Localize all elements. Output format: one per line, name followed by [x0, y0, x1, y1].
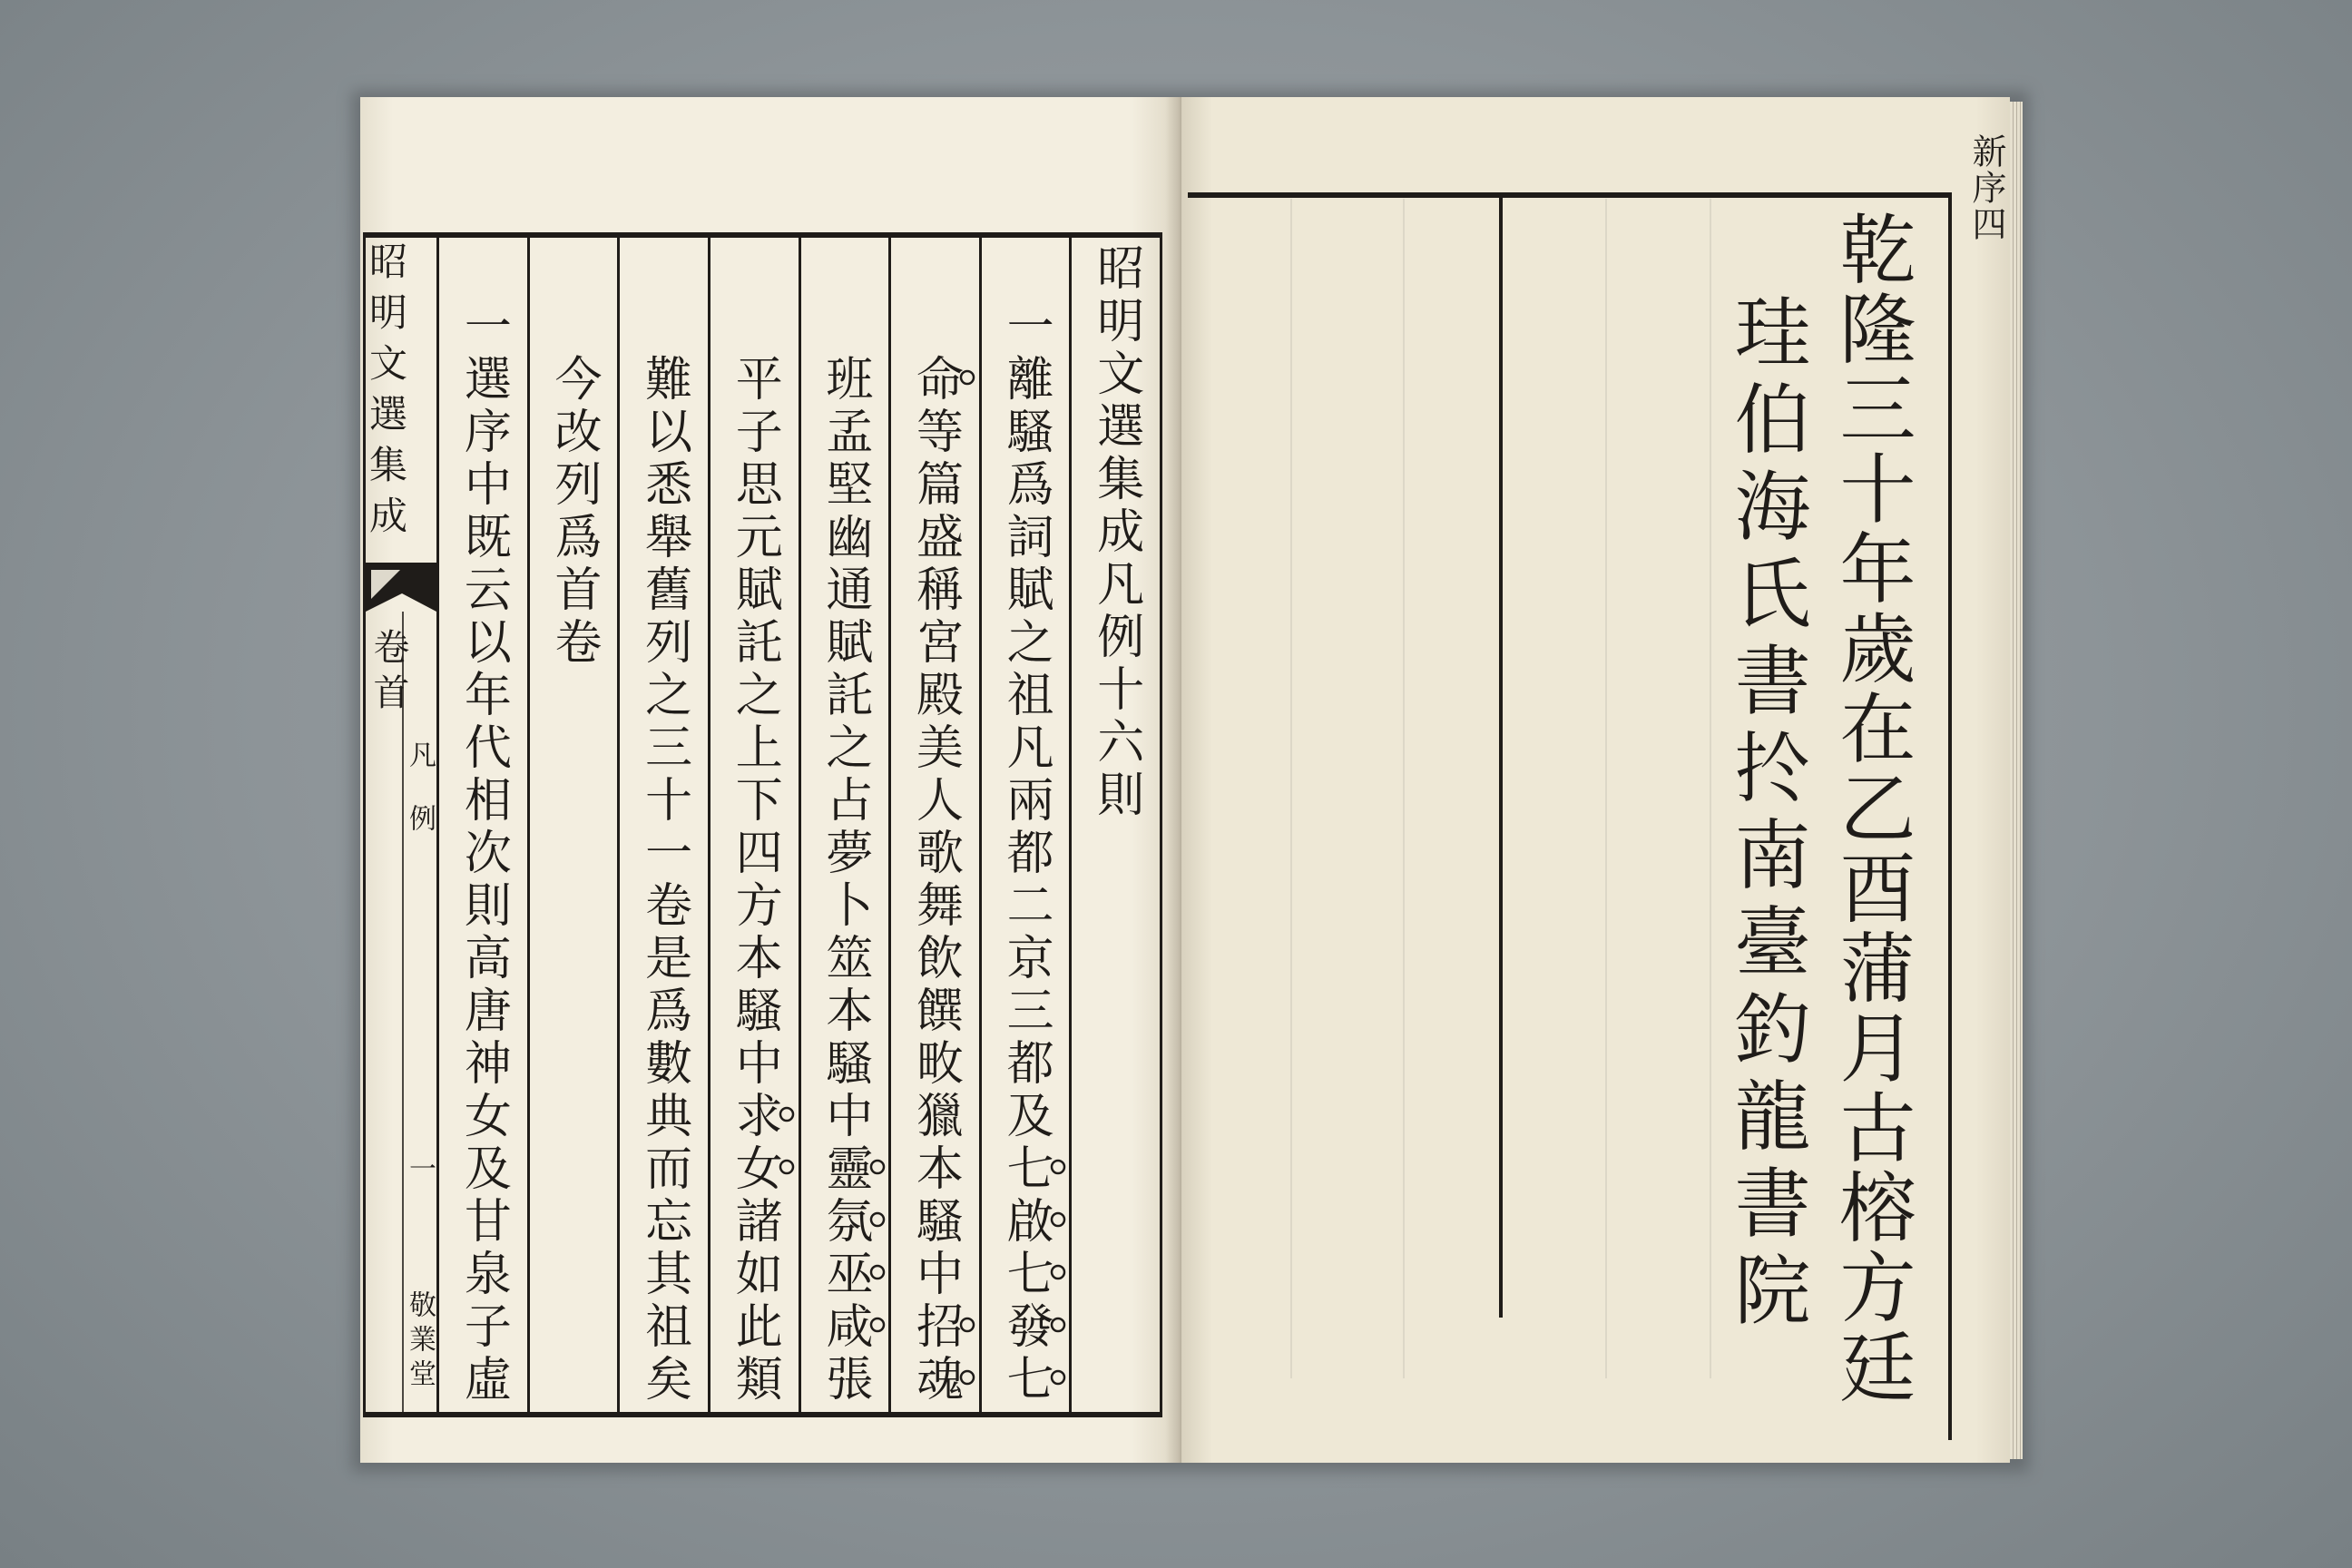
- column-text: 命等篇盛稱宮殿美人歌舞飲饌畋獵本騷中招魂: [907, 354, 963, 1406]
- bleed-through-line: [1290, 199, 1292, 1378]
- left-page-text-area: [436, 238, 1160, 1412]
- banxin-page-number: 一: [404, 1154, 436, 1181]
- printed-frame: [363, 232, 1162, 1417]
- preface-signature-column: 珪伯海氏書扵南臺釣龍書院: [1722, 292, 1811, 1338]
- stacked-page-edges: [2010, 102, 2023, 1459]
- banxin-title: 昭明文選集成: [364, 241, 408, 546]
- banxin-volume: 卷首: [368, 628, 409, 719]
- column-text: 難以悉舉舊列之三十一卷是爲數典而忘其祖矣: [636, 354, 691, 1406]
- text-column: [527, 238, 618, 1412]
- column-divider-line: [1499, 192, 1503, 1318]
- text-column: [708, 238, 799, 1412]
- text-column: [436, 238, 527, 1412]
- column-text: 班孟堅幽通賦託之占夢卜筮本騷中靈氛巫咸張: [817, 354, 872, 1406]
- text-column: [888, 238, 979, 1412]
- banxin-center-column: [366, 238, 436, 1412]
- banxin-hall-name: 敬業堂: [404, 1290, 436, 1394]
- text-column: [617, 238, 708, 1412]
- preface-date-column: 乾隆三十年歲在乙酉蒲月古榕方廷: [1828, 210, 1916, 1407]
- bleed-through-line: [1710, 199, 1711, 1378]
- column-text: 一選序中既云以年代相次則高唐神女及甘泉子虛: [456, 301, 511, 1406]
- margin-page-label: 新序四: [1966, 133, 2006, 242]
- frame-right-line: [1948, 192, 1952, 1440]
- bleed-through-line: [1605, 199, 1607, 1378]
- column-text: 昭明文選集成凡例十六則: [1088, 243, 1143, 822]
- column-text: 今改列爲首卷: [545, 354, 601, 670]
- column-text: 平子思元賦託之上下四方本騷中求女諸如此類: [727, 354, 782, 1406]
- frame-top-line: [1188, 192, 1952, 198]
- left-page: [360, 97, 1181, 1463]
- banxin-section: 凡例: [404, 740, 436, 867]
- right-page: [1181, 97, 2010, 1463]
- text-column: [799, 238, 889, 1412]
- fishtail-mark: [366, 563, 436, 612]
- bleed-through-line: [1403, 199, 1405, 1378]
- text-column: [979, 238, 1070, 1412]
- text-column-heading: [1069, 238, 1160, 1412]
- column-text: 一離騷爲詞賦之祖凡兩都二京三都及七啟七發七: [998, 301, 1054, 1406]
